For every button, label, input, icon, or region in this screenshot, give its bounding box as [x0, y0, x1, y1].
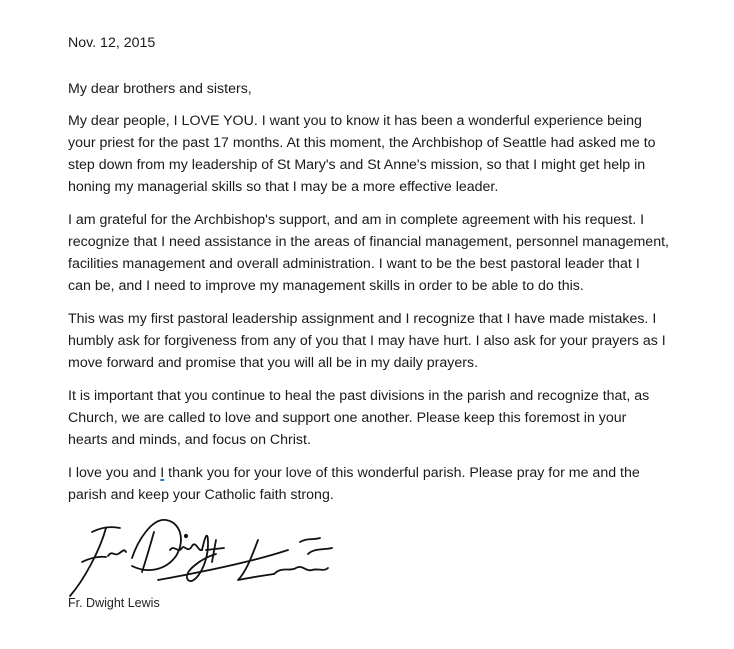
text-fragment: thank you for your love of this wonderful parish. Please pray for me and the — [164, 465, 640, 481]
letter-body — [68, 110, 720, 517]
letter-date: Nov. 12, 2015 — [68, 35, 156, 51]
signature-stroke — [170, 544, 202, 550]
text-line: facilities management and overall administration. I want to be the best pastoral leader that I — [68, 256, 640, 272]
handwritten-signature — [62, 510, 342, 605]
proofing-marked-word: I — [160, 465, 165, 481]
text-line — [68, 462, 720, 484]
text-line: It is important that you continue to heal the past divisions in the parish and recognize that, as — [68, 388, 650, 404]
text-line: move forward and promise that you will all be in my daily prayers. — [68, 355, 479, 371]
signature-stroke — [308, 548, 332, 554]
signature-stroke — [274, 567, 328, 574]
signature-stroke — [132, 520, 181, 570]
text-line: can be, and I need to improve my management skills in order to be able to do this. — [68, 278, 584, 294]
signature-dot — [185, 535, 187, 537]
text-line: My dear people, I LOVE YOU. I want you to know it has been a wonderful experience being — [68, 113, 642, 129]
paragraph-2 — [68, 209, 720, 297]
signature-name: Fr. Dwight Lewis — [68, 596, 160, 610]
signature-stroke — [142, 532, 154, 572]
signature-stroke — [70, 528, 106, 596]
text-line: This was my first pastoral leadership assignment and I recognize that I have made mistakes. I — [68, 311, 657, 327]
text-line: recognize that I need assistance in the areas of financial management, personnel management, — [68, 234, 669, 250]
signature-stroke — [300, 538, 320, 542]
paragraph-5 — [68, 462, 720, 506]
paragraph-3 — [68, 308, 720, 374]
text-line: humbly ask for forgiveness from any of you that I may have hurt. I also ask for your prayers as I — [68, 333, 666, 349]
text-line: hearts and minds, and focus on Christ. — [68, 432, 311, 448]
text-line: your priest for the past 17 months. At this moment, the Archbishop of Seattle had asked me to — [68, 135, 656, 151]
paragraph-4 — [68, 385, 720, 451]
text-line: honing my managerial skills so that I may be a more effective leader. — [68, 179, 499, 195]
text-line: Church, we are called to love and support one another. Please keep this foremost in your — [68, 410, 627, 426]
signature-stroke — [212, 540, 216, 562]
letter-salutation: My dear brothers and sisters, — [68, 81, 252, 97]
text-fragment: I love you and — [68, 465, 161, 481]
paragraph-1 — [68, 110, 720, 198]
text-line: parish and keep your Catholic faith strong. — [68, 487, 334, 503]
text-line: I am grateful for the Archbishop's support, and am in complete agreement with his request. I — [68, 212, 645, 228]
signature-stroke — [108, 550, 126, 556]
text-line: step down from my leadership of St Mary's and St Anne's mission, so that I might get help in — [68, 157, 646, 173]
